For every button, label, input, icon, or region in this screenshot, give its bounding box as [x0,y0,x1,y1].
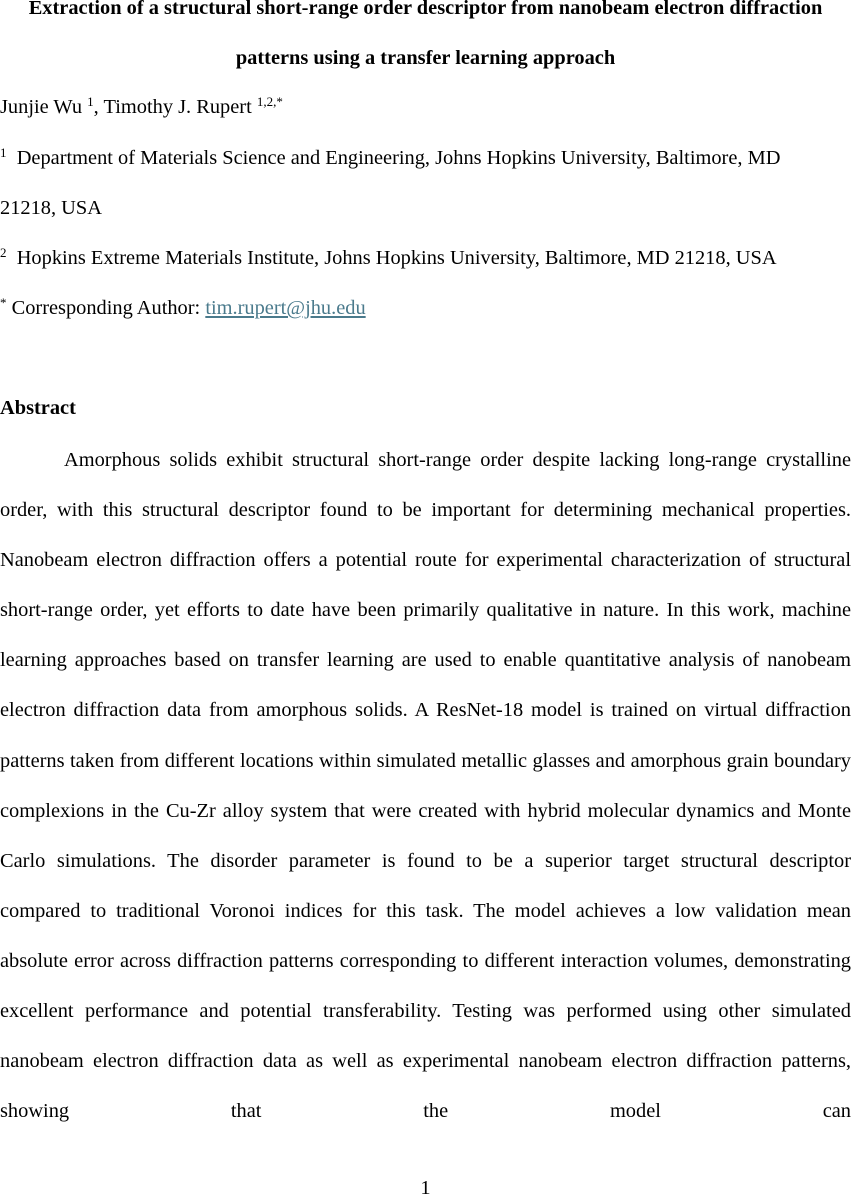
author-list [0,95,851,119]
corresponding-sup: * [0,295,7,310]
author-separator: , [93,96,104,118]
affiliation-2 [0,246,851,270]
affiliation-1-line-1 [0,146,851,170]
abstract-paragraph: Amorphous solids exhibit structural short-range order despite lacking long-range crystalline order, with this structural descriptor found to be important for determining mechanical properties. Nanobeam electron diffraction offers a potential route for experimental characterization of structural short-range order, yet efforts to date have been primarily qualitative in nature. In this work, machine learning approaches based on transfer learning are used to enable quantitative analysis of nanobeam electron diffraction data from amorphous solids. A ResNet-18 model is trained on virtual diffraction patterns taken from different locations within simulated metallic glasses and amorphous grain boundary complexions in the Cu-Zr alloy system that were created with hybrid molecular dynamics and Monte Carlo simulations. The disorder parameter is found to be a superior target structural descriptor compared to traditional Voronoi indices for this task. The model achieves a low validation mean absolute error across diffraction patterns corresponding to different interaction volumes, demonstrating excellent performance and potential transferability. Testing was performed using other simulated nanobeam electron diffraction data as well as experimental nanobeam electron diffraction patterns, showing that the model can [0,449,851,1123]
page-number: 1 [420,1177,431,1199]
author-2-name: Timothy J. Rupert [103,96,252,118]
corresponding-email-link[interactable]: tim.rupert@jhu.edu [205,297,366,319]
affiliation-1-sup: 1 [0,145,7,160]
author-1-affiliation-sup: 1 [87,94,94,109]
affiliation-1-line-2: 21218, USA [0,197,102,219]
paper-title-line-1: Extraction of a structural short-range order descriptor from nanobeam electron diffraction [28,0,823,19]
affiliation-1-text: Department of Materials Science and Engineering, Johns Hopkins University, Baltimore, MD [16,147,781,169]
abstract-heading: Abstract [0,397,76,419]
author-2-affiliation-sup: 1,2,* [256,94,283,109]
affiliation-2-text: Hopkins Extreme Materials Institute, Johns Hopkins University, Baltimore, MD 21218, USA [16,247,777,269]
paper-title-line-2: patterns using a transfer learning approach [235,47,616,69]
author-1-name: Junjie Wu [0,96,83,118]
corresponding-author [0,296,851,320]
corresponding-label: Corresponding Author: [11,297,206,319]
affiliation-2-sup: 2 [0,245,7,260]
